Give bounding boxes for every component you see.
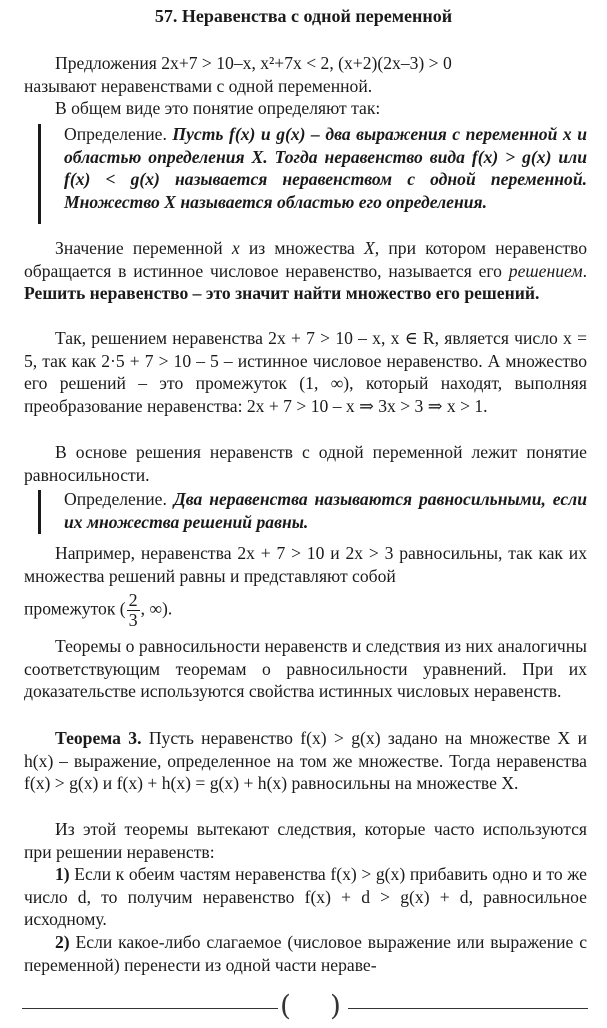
intro-line-2: называют неравенствами с одной переменной. [24,75,373,96]
p3-var-X: X [364,238,375,258]
solve-inequality-definition: Решить неравенство – это значит найти множество его решений. [24,283,540,304]
definition-1-body: Пусть f(x) и g(x) – два выражения с переменной x и областью определения X. Тогда неравенство вида f(x) > g(x) или f(x) < g(x) называется неравенством с одной переменной. Множество X называется областью его определения. [64,124,587,213]
p3-text-b: из множества [239,238,365,258]
equivalence-text: В основе решения неравенств с одной переменной лежит понятие равносильности. [24,442,587,485]
corollary-2-label: 2) [55,932,70,952]
definition-2-lead: Определение. [64,489,174,509]
theorem-3-text: Пусть неравенство f(x) > g(x) задано на множестве X и h(x) – выражение, определенное на том же множестве. Тогда неравенства f(x) > g(x) и f(x) + h(x) = g(x) + h(x) равносильны на множестве X. [24,728,587,794]
footer-bracket-right-icon: ) [330,989,341,1022]
example-text: Так, решением неравенства 2x + 7 > 10 – x, x ∈ R, является число x = 5, так как 2·5 + 7 > 10 – 5 – истинное числовое неравенство. А множество его решений – это промежуток (1, ∞), который находят, выполняя преобразование неравенства: 2x + 7 > 10 – x ⇒ 3x > 3 ⇒ x > 1. [24,328,587,417]
p3-text-a: Значение переменной [55,238,232,258]
theorem-3 [24,727,587,795]
example-paragraph [24,327,587,418]
solution-term: решением [508,260,583,281]
interval-prefix: промежуток ( [24,598,126,619]
p3-var-x: x [231,238,240,258]
footer-rule-left [22,1008,278,1009]
corollaries-intro [24,818,587,863]
fraction-two-thirds [127,591,140,630]
corollary-2 [24,931,587,976]
intro-paragraph [24,52,587,120]
corollary-2-text: Если какое-либо слагаемое (числовое выражение или выражение с переменной) перенести из одной части нераве- [24,932,587,975]
general-definition-lead: В общем виде это понятие определяют так: [55,98,381,119]
footer-rule-right [348,1008,588,1009]
corollary-1-label: 1) [55,864,70,884]
p3-text-c: , при котором неравенство обращается в истинное числовое неравенство, называется его [24,238,587,281]
fraction-denominator: 3 [128,610,138,631]
p3-text-d: . [582,260,587,281]
equivalent-example-paragraph [24,542,587,630]
section-title: 57. Неравенства с одной переменной [154,6,453,26]
theorems-paragraph [24,635,587,703]
corollaries-intro-text: Из этой теоремы вытекают следствия, которые часто используются при решении неравенств: [24,819,587,862]
definition-1 [36,123,587,214]
theorem-3-label: Теорема 3. [55,728,142,748]
corollary-1-text: Если к обеим частям неравенства f(x) > g(x) прибавить одно и то же число d, то получим неравенство f(x) + d > g(x) + d, равносильное исходному. [24,864,587,930]
interval-suffix: , ∞). [140,598,173,619]
equivalence-paragraph [24,441,587,486]
fraction-numerator: 2 [128,590,138,611]
intro-line-1: Предложения 2x+7 > 10–x, x²+7x < 2, (x+2)(2x–3) > 0 [55,53,452,73]
theorems-text: Теоремы о равносильности неравенств и следствия из них аналогичны соответствующим теоремам о равносильности уравнений. При их доказательстве используются свойства истинных числовых неравенств. [24,636,587,702]
definition-2-body: Два неравенства называются равносильными, если их множества решений равны. [64,489,587,532]
solution-paragraph [24,237,587,305]
footer-bracket-left-icon: ( [280,989,291,1022]
definition-2 [36,488,587,533]
corollary-1 [24,863,587,931]
equivalent-example-text: Например, неравенства 2x + 7 > 10 и 2x > 3 равносильны, так как их множества решений равны и представляют собой [24,543,587,586]
definition-1-lead: Определение. [64,124,173,144]
